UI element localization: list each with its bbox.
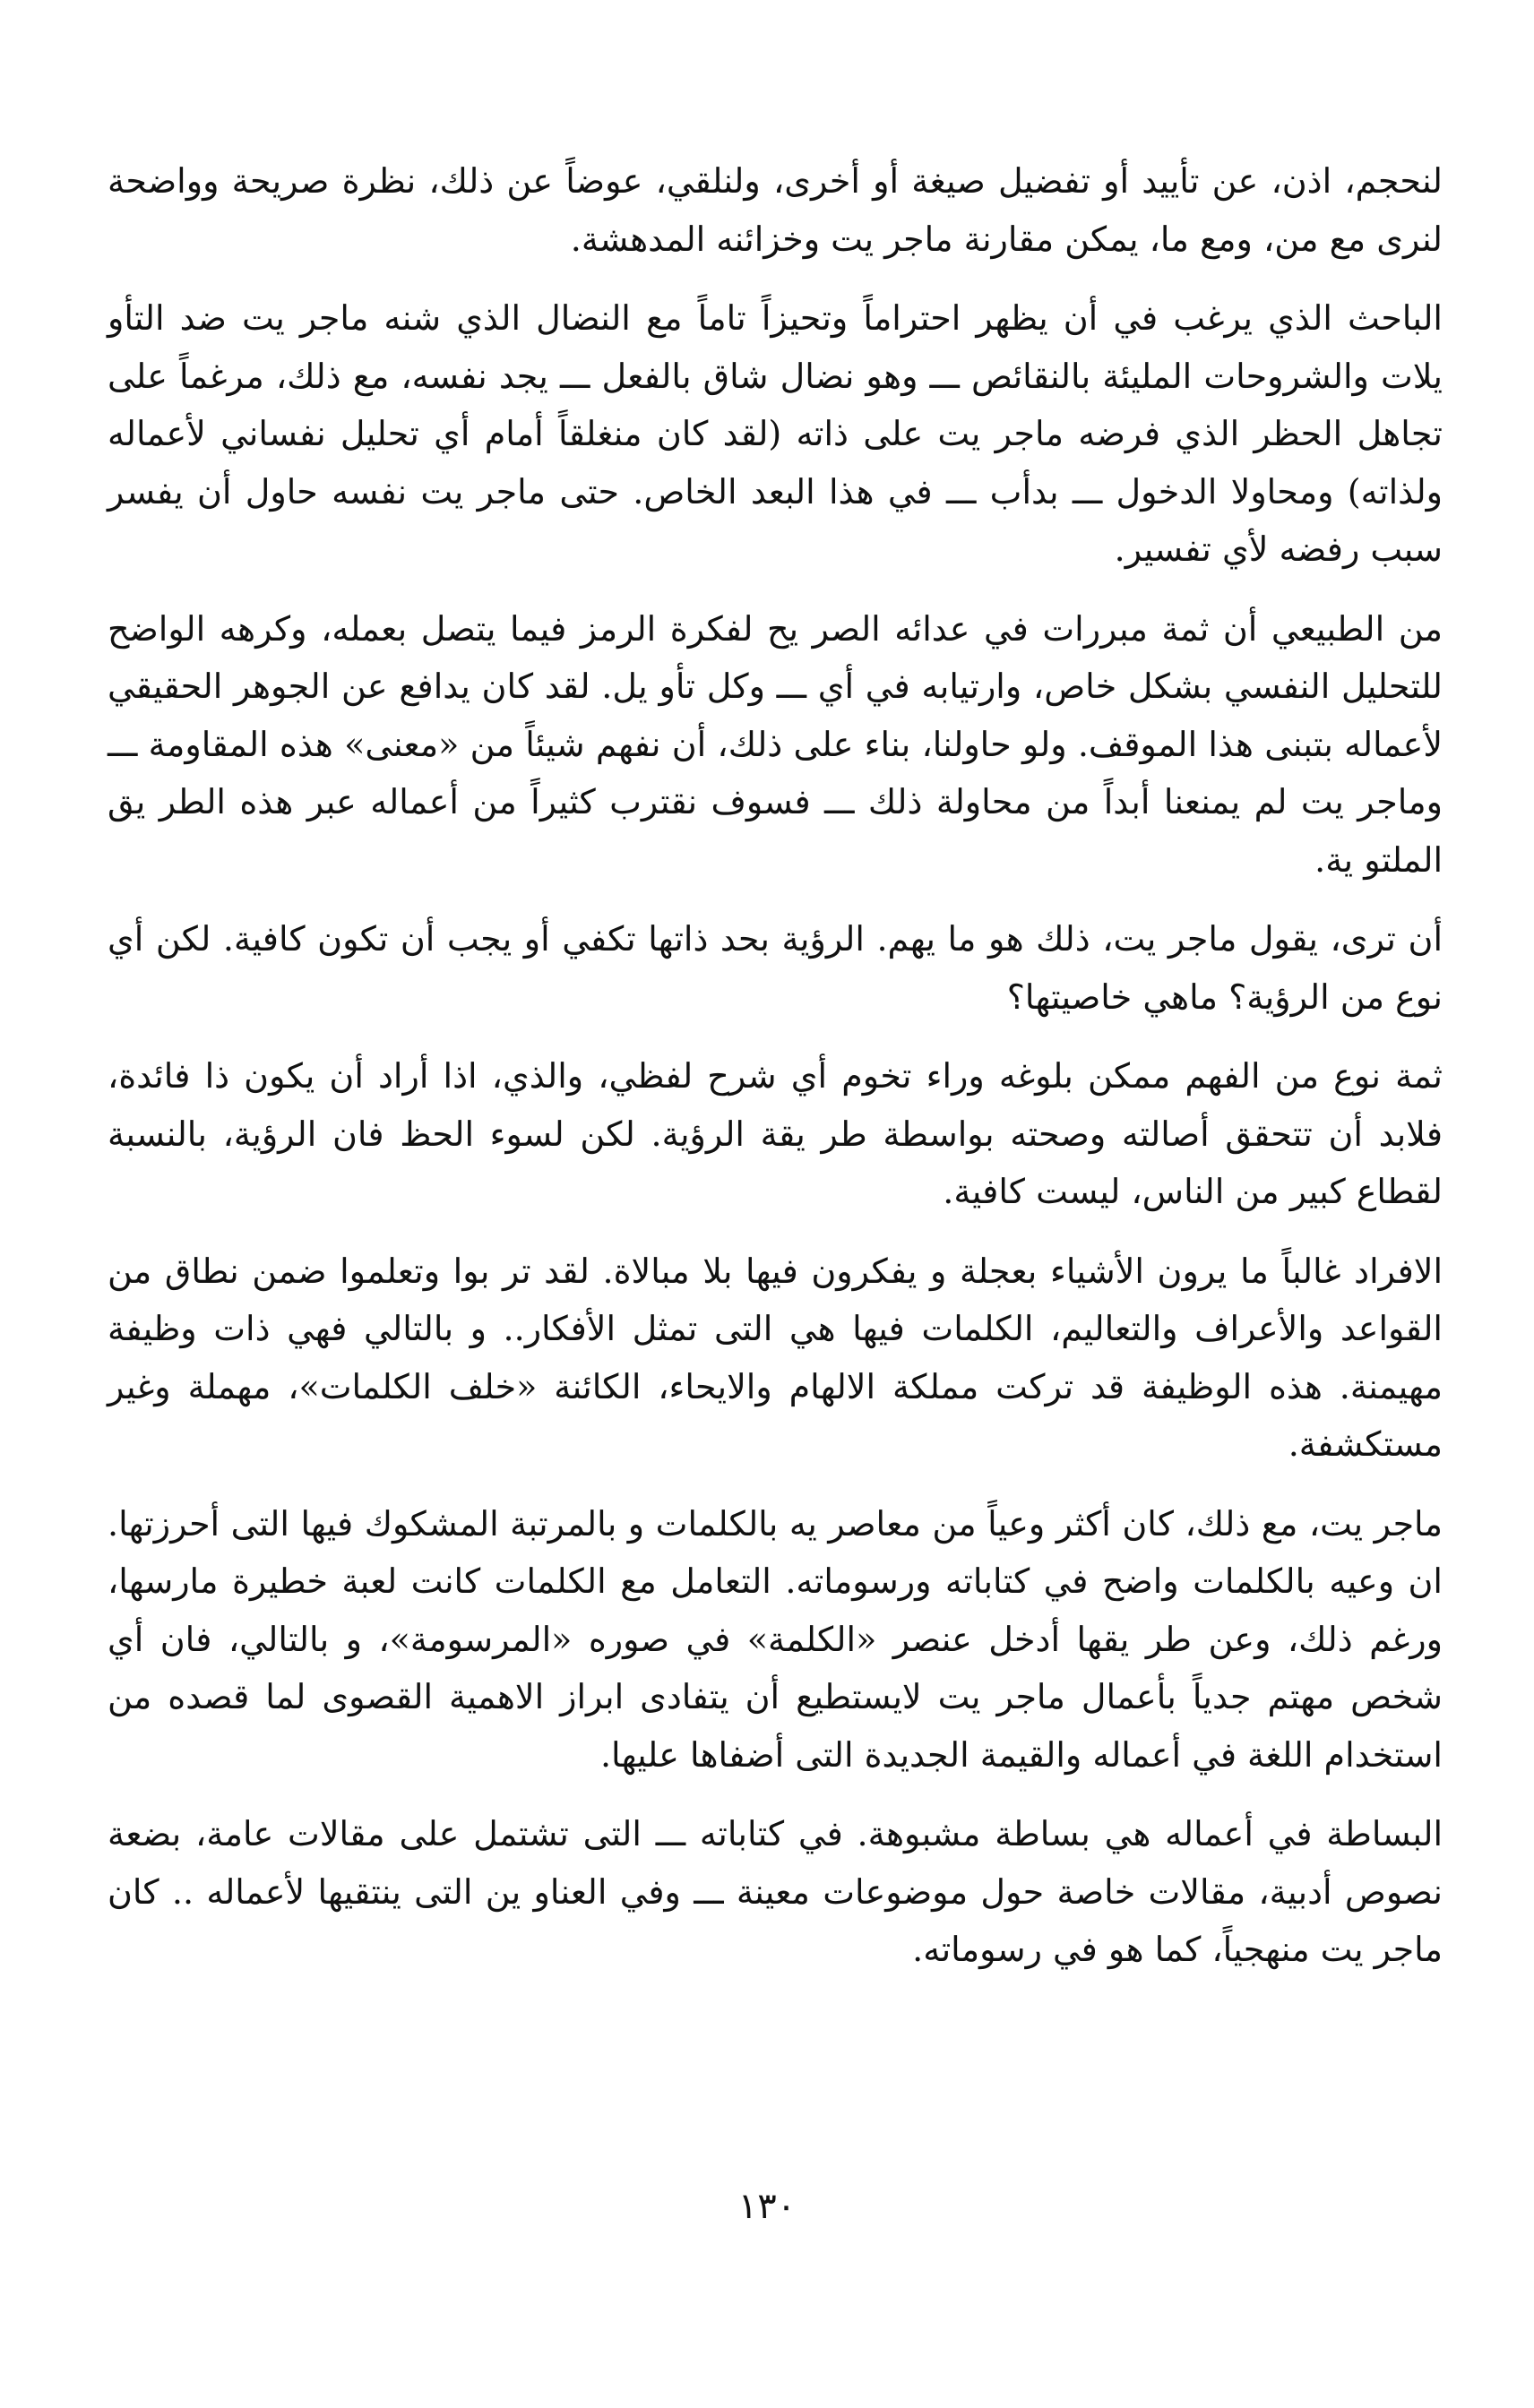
paragraph-1: لنحجم، اذن، عن تأييد أو تفضيل صيغة أو أخرى، ولنلقي، عوضاً عن ذلك، نظرة صريحة وواضحة لنرى مع من، ومع ما، يمكن مقارنة ماجر يت وخزائنه المدهشة. xyxy=(108,161,1444,259)
paragraph-2: الباحث الذي يرغب في أن يظهر احتراماً وتحيزاً تاماً مع النضال الذي شنه ماجر يت ضد التأو يلات والشروحات المليئة بالنقائص ـــ وهو نضال شاق بالفعل ـــ يجد نفسه، مع ذلك، مرغماً على تجاهل الحظر الذي فرضه ماجر يت على ذاته (لقد كان منغلقاً أمام أي تحليل نفساني لأعماله ولذاته) ومحاولا الدخول ـــ بدأب ـــ في هذا البعد الخاص. حتى ماجر يت نفسه حاول أن يفسر سبب رفضه لأي تفسير. xyxy=(108,298,1443,569)
paragraph-5: ثمة نوع من الفهم ممكن بلوغه وراء تخوم أي شرح لفظي، والذي، اذا أراد أن يكون ذا فائدة، فلابد أن تتحقق أصالته وصحته بواسطة طر يقة الرؤية. لكن لسوء الحظ فان الرؤية، بالنسبة لقطاع كبير من الناس، ليست كافية. xyxy=(108,1056,1443,1211)
page-number: ١٣٠ xyxy=(737,2186,797,2227)
paragraph-8: البساطة في أعماله هي بساطة مشبوهة. في كتاباته ـــ التى تشتمل على مقالات عامة، بضعة نصوص أدبية، مقالات خاصة حول موضوعات معينة ـــ وفي العناو ين التى ينتقيها لأعماله .. كان ماجر يت منهجياً، كما هو في رسوماته. xyxy=(108,1814,1443,1969)
paragraph-3: من الطبيعي أن ثمة مبررات في عدائه الصر يح لفكرة الرمز فيما يتصل بعمله، وكرهه الواضح للتحليل النفسي بشكل خاص، وارتيابه في أي ـــ وكل تأو يل. لقد كان يدافع عن الجوهر الحقيقي لأعماله بتبنى هذا الموقف. ولو حاولنا، بناء على ذلك، أن نفهم شيئاً من «معنى» هذه المقاومة ـــ وماجر يت لم يمنعنا أبداً من محاولة ذلك ـــ فسوف نقترب كثيراً من أعماله عبر هذه الطر يق الملتو ية. xyxy=(108,608,1444,880)
body-text xyxy=(108,152,1443,2000)
paragraph-4: أن ترى، يقول ماجر يت، ذلك هو ما يهم. الرؤية بحد ذاتها تكفي أو يجب أن تكون كافية. لكن أي نوع من الرؤية؟ ماهي خاصيتها؟ xyxy=(108,919,1443,1017)
paragraph-7: ماجر يت، مع ذلك، كان أكثر وعياً من معاصر يه بالكلمات و بالمرتبة المشكوك فيها التى أحرزتها. ان وعيه بالكلمات واضح في كتاباته ورسوماته. التعامل مع الكلمات كانت لعبة خطيرة مارسها، ورغم ذلك، وعن طر يقها أدخل عنصر «الكلمة» في صوره «المرسومة»، و بالتالي، فان أي شخص مهتم جدياً بأعمال ماجر يت لايستطيع أن يتفادى ابراز الاهمية القصوى لما قصده من استخدام اللغة في أعماله والقيمة الجديدة التى أضفاها عليها. xyxy=(108,1503,1443,1775)
paragraph-6: الافراد غالباً ما يرون الأشياء بعجلة و يفكرون فيها بلا مبالاة. لقد تر بوا وتعلموا ضمن نطاق من القواعد والأعراف والتعاليم، الكلمات فيها هي التى تمثل الأفكار.. و بالتالي فهي ذات وظيفة مهيمنة. هذه الوظيفة قد تركت مملكة الالهام والايحاء، الكائنة «خلف الكلمات»، مهملة وغير مستكشفة. xyxy=(108,1251,1443,1464)
